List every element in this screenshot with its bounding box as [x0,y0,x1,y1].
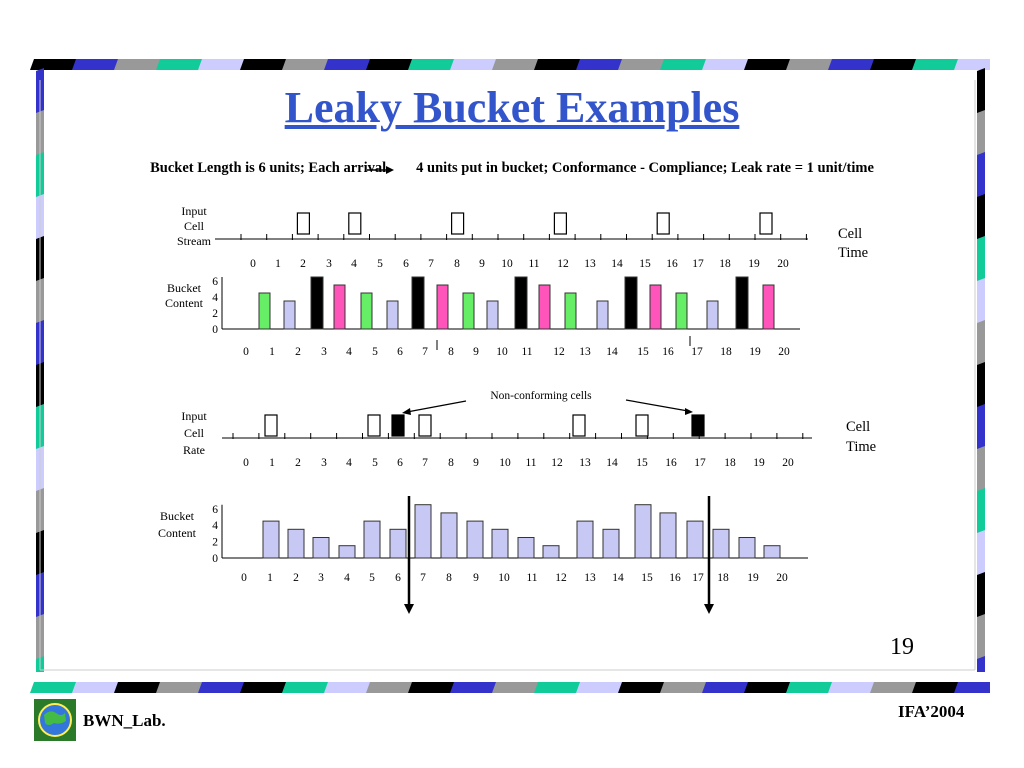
input-cell-rate-label-line-3: Rate [183,443,205,457]
stream-x-tick-12: 12 [557,258,569,270]
border-segment [977,446,985,494]
border-segment [30,682,80,693]
bucket2-bar-8 [441,513,457,558]
bucket1-x-tick-14: 14 [606,346,618,358]
bucket1-x-tick-17: 17 [691,346,703,358]
bucket1-x-tick-9: 9 [473,346,479,358]
bucket2-bar-13 [577,521,593,558]
non-conforming-pointer-left-head [402,408,411,415]
border-segment [744,682,794,693]
border-segment [660,59,710,70]
bucket1-bar-6 [387,301,398,329]
bucket1-x-tick-10: 10 [496,346,508,358]
bucket1-bar-16 [650,285,661,329]
bucket2-x-tick-8: 8 [446,572,452,584]
side-labels [158,204,876,540]
bucket-content-label-2-line-1: Bucket [160,509,194,523]
stream-x-tick-7: 7 [428,258,434,270]
rate-x-tick-0: 0 [243,457,249,469]
bucket2-x-tick-16: 16 [669,572,681,584]
border-segment [30,59,80,70]
border-segment [828,682,878,693]
border-segment [324,59,374,70]
lab-name: BWN_Lab. [83,711,166,730]
bucket2-bar-7 [415,505,431,558]
stream-x-tick-0: 0 [250,258,256,270]
stream-x-tick-8: 8 [454,258,460,270]
border-segment [977,572,985,620]
stream-x-tick-13: 13 [584,258,596,270]
rate-x-tick-4: 4 [346,457,352,469]
slide-number: 19 [890,634,914,660]
rate-x-tick-1: 1 [269,457,275,469]
border-segment [977,194,985,242]
bucket1-x-tick-11: 11 [521,346,533,358]
border-segment [744,59,794,70]
bucket-content-chart-2 [212,496,808,614]
stream-x-tick-9: 9 [479,258,485,270]
stream-cell-8 [452,213,464,234]
border-segment [977,320,985,368]
border-segment [324,682,374,693]
rate-x-tick-14: 14 [606,457,618,469]
bucket2-x-tick-3: 3 [318,572,324,584]
bucket1-x-tick-1: 1 [269,346,275,358]
bucket2-overflow-arrow-6 [404,604,414,614]
bucket1-bar-18 [707,301,718,329]
border-segment [534,682,584,693]
border-segment [198,682,248,693]
rate-nonconforming-cell-17 [692,415,704,436]
stream-cell-2 [297,213,309,234]
input-cell-stream-label-line-3: Stream [177,234,211,248]
border-segment [114,59,164,70]
border-segment [408,59,458,70]
bucket1-y-tick-6: 6 [212,276,218,288]
bucket-content-label-1-line-2: Content [165,296,203,310]
rate-x-tick-11: 11 [525,457,537,469]
input-cell-rate-label-line-2: Cell [184,426,204,440]
border-segment [702,682,752,693]
cell-time-label-1-line-1: Cell [838,226,863,242]
rate-x-tick-9: 9 [473,457,479,469]
border-segment [240,59,290,70]
bucket2-bar-9 [467,521,483,558]
bucket2-x-tick-9: 9 [473,572,479,584]
bucket1-bar-13 [565,293,576,329]
slide-subtitle [0,160,1024,177]
border-segment [492,59,542,70]
border-segment [366,682,416,693]
stream-x-tick-14: 14 [611,258,623,270]
input-cell-rate-timeline [222,415,812,469]
stream-cell-4 [349,213,361,234]
bucket2-bar-19 [739,538,755,559]
bucket2-bar-17 [687,521,703,558]
annotations [402,390,693,415]
bucket2-x-tick-17: 17 [692,572,704,584]
rate-x-tick-3: 3 [321,457,327,469]
border-segment [977,362,985,410]
bucket1-x-tick-5: 5 [372,346,378,358]
bucket1-x-tick-13: 13 [579,346,591,358]
bucket1-bar-4 [334,285,345,329]
cell-time-label-2-line-2: Time [846,439,877,455]
bucket1-x-tick-18: 18 [720,346,732,358]
bucket1-bar-3 [311,277,323,329]
stream-cell-20 [760,213,772,234]
border-segment [786,682,836,693]
bucket1-x-tick-7: 7 [422,346,428,358]
bucket1-x-tick-0: 0 [243,346,249,358]
border-segment [977,278,985,326]
rate-x-tick-16: 16 [665,457,677,469]
bucket1-bar-7 [412,277,424,329]
bucket2-bar-4 [339,546,355,558]
rate-x-tick-20: 20 [782,457,794,469]
border-segment [977,488,985,536]
bucket2-y-tick-4: 4 [212,520,218,533]
bucket1-bar-5 [361,293,372,329]
bucket1-bar-1 [259,293,270,329]
bucket2-x-tick-0: 0 [241,572,247,584]
border-segment [786,59,836,70]
border-segment [240,682,290,693]
stream-x-tick-5: 5 [377,258,383,270]
rate-cell-1 [265,415,277,436]
input-cell-stream-label-line-1: Input [181,204,207,218]
bucket2-y-tick-2: 2 [212,536,218,549]
bucket1-x-tick-16: 16 [662,346,674,358]
bucket2-x-tick-2: 2 [293,572,299,584]
border-segment [72,682,122,693]
border-segment [870,682,920,693]
bucket1-y-tick-0: 0 [212,324,218,336]
non-conforming-pointer-right [626,400,688,411]
rate-x-tick-8: 8 [448,457,454,469]
stream-x-tick-4: 4 [351,258,357,270]
stream-x-tick-19: 19 [748,258,760,270]
border-segment [450,59,500,70]
rate-x-tick-18: 18 [724,457,736,469]
bucket2-x-tick-19: 19 [747,572,759,584]
rate-x-tick-5: 5 [372,457,378,469]
border-segment [282,682,332,693]
bucket1-x-tick-2: 2 [295,346,301,358]
bucket2-bar-12 [543,546,559,558]
bucket2-x-tick-10: 10 [498,572,510,584]
border-segment [977,614,985,662]
bucket2-bar-14 [603,529,619,558]
bucket-content-label-1-line-1: Bucket [167,281,201,295]
non-conforming-pointer-right-head [685,408,693,415]
stream-cell-12 [554,213,566,234]
stream-x-tick-17: 17 [692,258,704,270]
rate-cell-13 [573,415,585,436]
bucket2-bar-2 [288,529,304,558]
stream-x-tick-18: 18 [719,258,731,270]
bucket1-x-tick-12: 12 [553,346,565,358]
non-conforming-label: Non-conforming cells [490,390,592,402]
bucket1-x-tick-3: 3 [321,346,327,358]
rate-x-tick-2: 2 [295,457,301,469]
bucket1-x-tick-6: 6 [397,346,403,358]
border-segment [870,59,920,70]
bucket1-bar-9 [463,293,474,329]
border-segment [660,682,710,693]
border-segment [408,682,458,693]
bucket1-bar-20 [763,285,774,329]
rate-cell-7 [419,415,431,436]
stream-x-tick-10: 10 [501,258,513,270]
bucket2-x-tick-12: 12 [555,572,567,584]
border-segment [576,682,626,693]
non-conforming-pointer-left [407,401,466,412]
border-segment [114,682,164,693]
bucket1-bar-19 [736,277,748,329]
stream-x-tick-2: 2 [300,258,306,270]
bucket2-bar-3 [313,538,329,559]
stream-x-tick-6: 6 [403,258,409,270]
bucket2-overflow-arrow-17 [704,604,714,614]
bucket1-bar-14 [597,301,608,329]
bucket2-bar-11 [518,538,534,559]
stream-x-tick-20: 20 [777,258,789,270]
bucket1-bar-12 [539,285,550,329]
input-cell-stream-timeline [215,213,808,270]
slide-title: Leaky Bucket Examples [284,83,740,132]
subtitle-part1: Bucket Length is 6 units; Each arrival [150,160,387,176]
rate-nonconforming-cell-6 [392,415,404,436]
border-segment [618,682,668,693]
stream-x-tick-1: 1 [275,258,281,270]
rate-cell-15 [636,415,648,436]
stream-x-tick-11: 11 [528,258,540,270]
border-segment [618,59,668,70]
rate-x-tick-19: 19 [753,457,765,469]
input-cell-rate-label-line-1: Input [181,409,207,423]
bucket2-x-tick-11: 11 [526,572,538,584]
bucket-content-label-2-line-2: Content [158,526,196,540]
bucket2-bar-16 [660,513,676,558]
bucket2-x-tick-14: 14 [612,572,624,584]
bucket1-bar-17 [676,293,687,329]
bucket2-x-tick-6: 6 [395,572,401,584]
bucket1-x-tick-19: 19 [749,346,761,358]
cell-time-label-1-line-2: Time [838,245,869,261]
rate-x-tick-17: 17 [694,457,706,469]
border-segment [198,59,248,70]
bucket2-bar-18 [713,529,729,558]
bucket2-bar-5 [364,521,380,558]
border-segment [828,59,878,70]
bucket1-bar-8 [437,285,448,329]
bucket2-x-tick-1: 1 [267,572,273,584]
bucket2-x-tick-18: 18 [717,572,729,584]
bucket1-bar-15 [625,277,637,329]
decorative-border [30,59,990,693]
border-segment [72,59,122,70]
bucket2-x-tick-13: 13 [584,572,596,584]
border-segment [450,682,500,693]
bucket1-x-tick-15: 15 [637,346,649,358]
bucket2-bar-10 [492,529,508,558]
rate-x-tick-12: 12 [551,457,563,469]
stream-x-tick-16: 16 [666,258,678,270]
bucket2-bar-6 [390,529,406,558]
bucket2-x-tick-15: 15 [641,572,653,584]
bucket-content-chart-1 [212,276,800,358]
border-segment [977,404,985,452]
rate-x-tick-7: 7 [422,457,428,469]
border-segment [156,59,206,70]
conference-name: IFA’2004 [898,702,965,721]
input-cell-stream-label-line-2: Cell [184,219,204,233]
bucket2-x-tick-20: 20 [776,572,788,584]
border-segment [912,59,962,70]
bucket2-y-tick-6: 6 [212,503,218,516]
rate-x-tick-15: 15 [636,457,648,469]
bucket1-y-tick-2: 2 [212,308,218,320]
subtitle-part2: 4 units put in bucket; Conformance - Compliance; Leak rate = 1 unit/time [416,160,874,176]
bucket1-x-tick-20: 20 [778,346,790,358]
border-segment [576,59,626,70]
rate-cell-5 [368,415,380,436]
lab-logo-icon [34,699,76,741]
rate-x-tick-13: 13 [579,457,591,469]
bucket2-bar-1 [263,521,279,558]
border-segment [492,682,542,693]
bucket1-bar-10 [487,301,498,329]
bucket1-y-tick-4: 4 [212,292,218,304]
cell-time-label-2-line-1: Cell [846,419,871,435]
border-segment [977,236,985,284]
stream-cell-16 [657,213,669,234]
bucket2-x-tick-5: 5 [369,572,375,584]
stream-x-tick-3: 3 [326,258,332,270]
bucket1-bar-2 [284,301,295,329]
bucket2-bar-15 [635,505,651,558]
bucket2-bar-20 [764,546,780,558]
border-segment [977,530,985,578]
bucket2-x-tick-7: 7 [420,572,426,584]
border-segment [912,682,962,693]
border-segment [282,59,332,70]
border-segment [702,59,752,70]
bucket1-x-tick-4: 4 [346,346,352,358]
bucket2-y-tick-0: 0 [212,553,218,565]
border-segment [534,59,584,70]
border-segment [954,682,990,693]
border-segment [156,682,206,693]
bucket1-bar-11 [515,277,527,329]
bucket1-x-tick-8: 8 [448,346,454,358]
rate-x-tick-10: 10 [499,457,511,469]
rate-x-tick-6: 6 [397,457,403,469]
border-segment [366,59,416,70]
bucket2-x-tick-4: 4 [344,572,350,584]
stream-x-tick-15: 15 [639,258,651,270]
